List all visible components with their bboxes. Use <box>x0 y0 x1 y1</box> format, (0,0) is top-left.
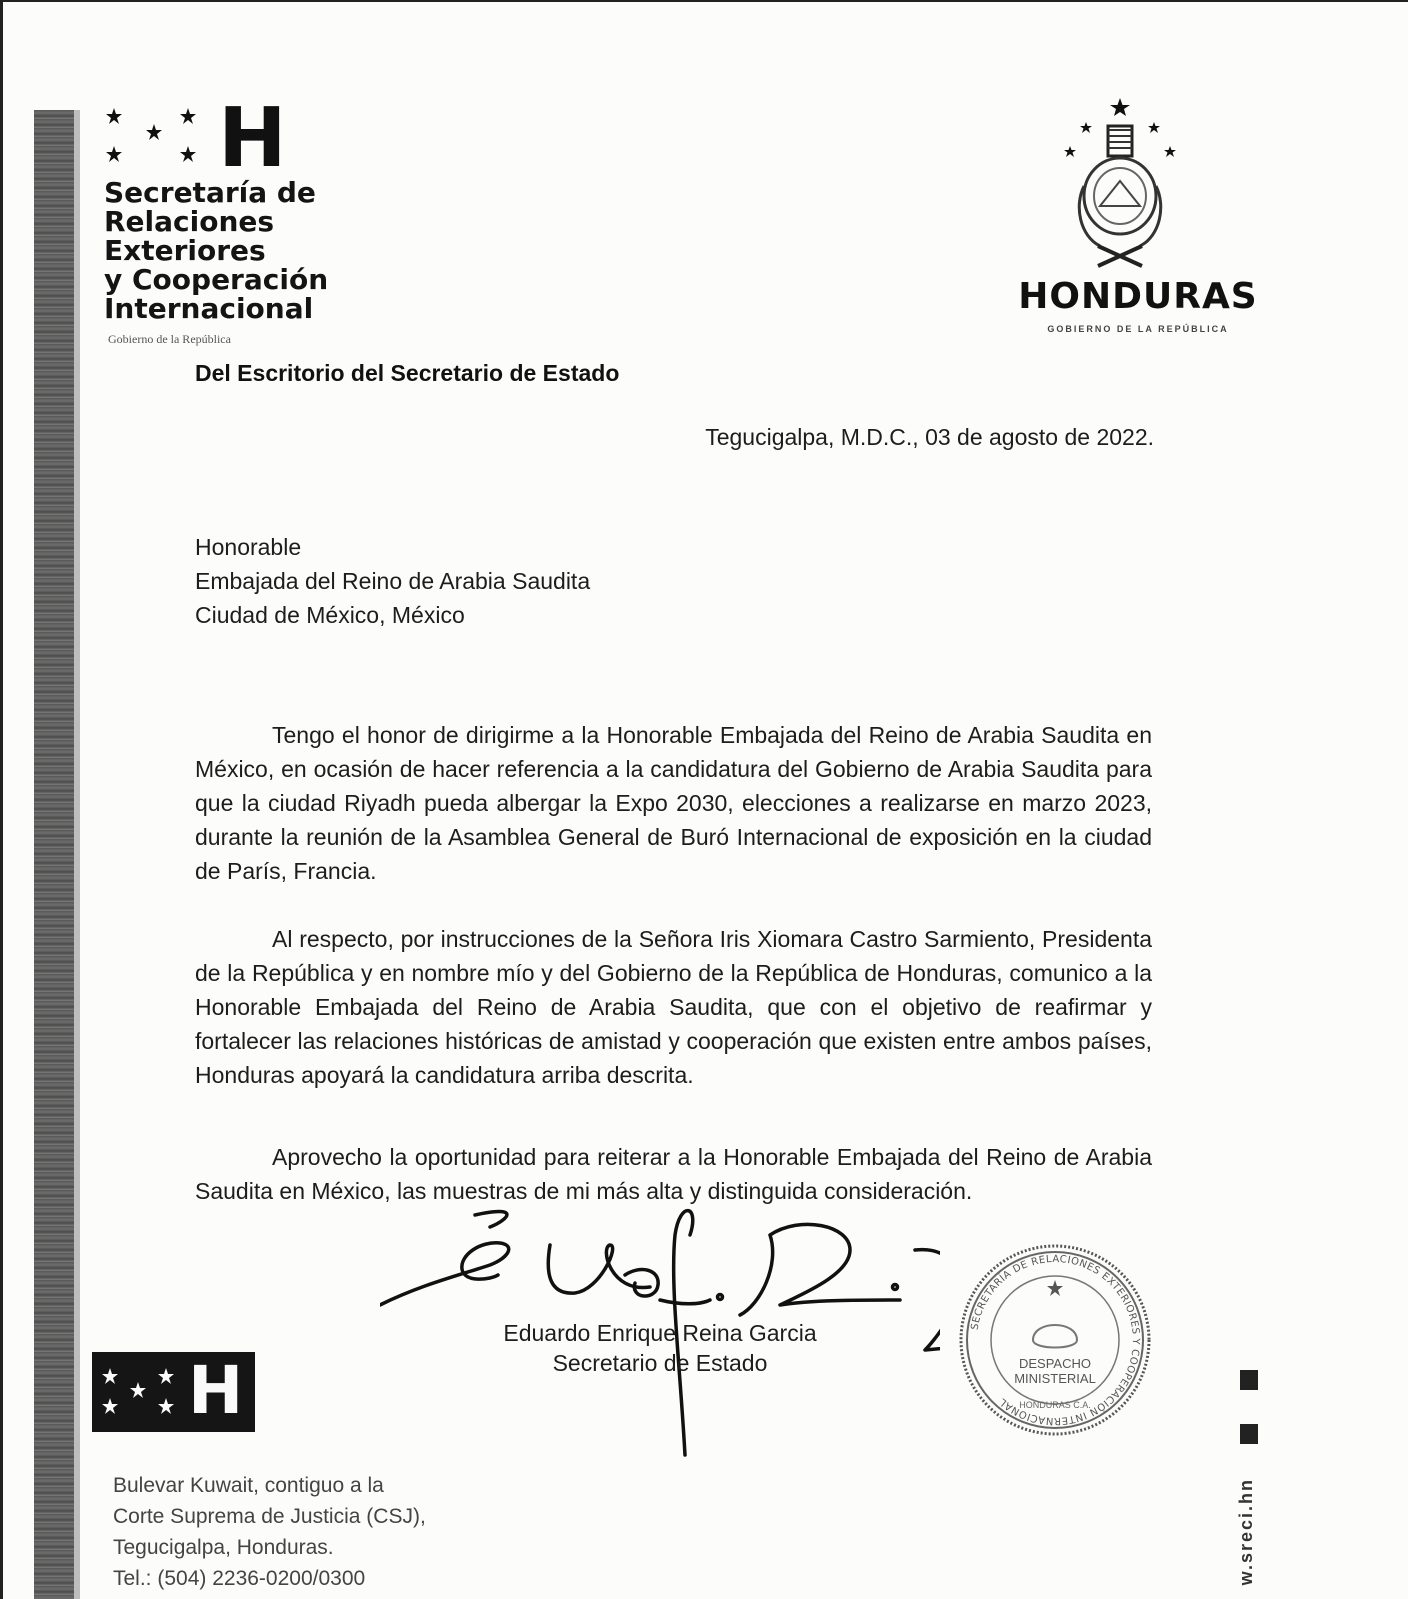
footer-stars-icon <box>102 1366 178 1418</box>
country-subtitle: GOBIERNO DE LA REPÚBLICA <box>1047 324 1229 334</box>
footer-h-icon: H <box>188 1352 244 1429</box>
addressee-line: Ciudad de México, México <box>195 602 465 628</box>
address-line: Bulevar Kuwait, contiguo a la <box>113 1474 384 1497</box>
body-paragraph-text: Tengo el honor de dirigirme a la Honorable Embajada del Reino de Arabia Saudita en México, en ocasión de hacer referencia a la candidatura del Gobierno de Arabia Saudita para que la ciudad Riyadh pueda albergar la Expo 2030, elecciones a realizarse en marzo 2023, durante la reunión de la Asamblea General de Buró Internacional de exposición en la ciudad de París, Francia. <box>195 722 1152 884</box>
seal-bottom-text: HONDURAS C.A. <box>1019 1400 1091 1410</box>
body-paragraph <box>195 922 1152 1092</box>
ministry-name-line: Exteriores <box>104 234 266 267</box>
binding-inner-edge <box>74 110 80 1599</box>
country-wordmark: HONDURAS <box>1018 276 1258 317</box>
stars-logo-icon <box>106 104 206 174</box>
seal-ring-text: SECRETARÍA DE RELACIONES EXTERIORES Y COOPERACIÓN INTERNACIONAL <box>969 1253 1142 1427</box>
office-heading: Del Escritorio del Secretario de Estado <box>195 360 620 386</box>
ministry-name-line: y Cooperación <box>104 263 329 296</box>
seal-center-line2: MINISTERIAL <box>1014 1371 1096 1386</box>
signer-block <box>480 1318 840 1378</box>
coat-of-arms-icon <box>1060 96 1180 271</box>
address-line: Tegucigalpa, Honduras. <box>113 1536 334 1559</box>
official-seal-icon <box>955 1240 1155 1440</box>
footer-square-mark <box>1240 1370 1258 1390</box>
body-paragraph <box>195 718 1152 888</box>
address-line: Corte Suprema de Justicia (CSJ), <box>113 1505 426 1528</box>
scan-top-edge <box>0 0 1408 2</box>
binding-strip <box>34 110 74 1599</box>
ministry-name-line: Relaciones <box>104 205 275 238</box>
ministry-name-line: Internacional <box>104 292 314 325</box>
addressee-block <box>195 530 590 632</box>
footer-address <box>113 1470 426 1594</box>
ministry-name-line: Secretaría de <box>104 176 316 209</box>
seal-center-line1: DESPACHO <box>1019 1356 1091 1371</box>
scan-left-edge <box>0 0 3 1599</box>
footer-logo <box>92 1352 255 1432</box>
address-line: Tel.: (504) 2236-0200/0300 <box>113 1567 366 1590</box>
footer-website: w.sreci.hn <box>1236 1478 1256 1586</box>
addressee-line: Embajada del Reino de Arabia Saudita <box>195 568 591 594</box>
ministry-subtitle: Gobierno de la República <box>108 332 231 346</box>
body-paragraph-text: Aprovecho la oportunidad para reiterar a la Honorable Embajada del Reino de Arabia Saudita en México, las muestras de mi más alta y distinguida consideración. <box>195 1144 1152 1204</box>
body-paragraph-text: Al respecto, por instrucciones de la Señora Iris Xiomara Castro Sarmiento, Presidenta de la República y en nombre mío y del Gobierno de la República de Honduras, comunico a la Honorable Embajada del Reino de Arabia Saudita, que con el objetivo de reafirmar y fortalecer las relaciones históricas de amistad y cooperación que existen entre ambos países, Honduras apoyará la candidatura arriba descrita. <box>195 926 1152 1088</box>
body-paragraph <box>195 1140 1152 1208</box>
addressee-line: Honorable <box>195 534 302 560</box>
footer-square-mark <box>1240 1424 1258 1444</box>
ministry-name <box>104 178 328 323</box>
signer-name: Eduardo Enrique Reina Garcia <box>503 1320 817 1346</box>
signer-title: Secretario de Estado <box>552 1350 768 1376</box>
ministry-logo-h-icon: H <box>218 91 287 186</box>
letter-date: Tegucigalpa, M.D.C., 03 de agosto de 2022. <box>705 424 1154 450</box>
